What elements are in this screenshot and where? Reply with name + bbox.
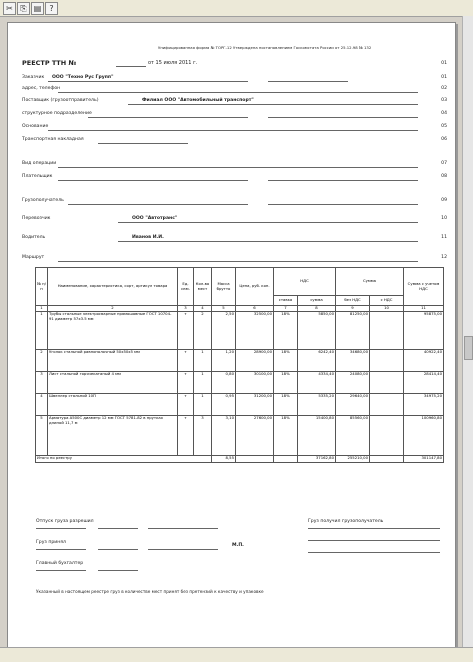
form-title: РЕЕСТР ТТН № [22,59,77,67]
table-row: 3 Лист стальной горячекатаный 4 мм т 1 0,80 30100,00 18% 4334,40 24080,00 28414,40 [36,372,444,394]
table-colnum-row: 1 2 3 4 5 6 7 8 9 10 11 [36,306,444,312]
window-toolbar [0,0,473,17]
cut-icon[interactable]: ✂ [3,2,16,15]
vertical-scrollbar[interactable] [462,16,473,648]
table-header-row: № п/п Наименование, характеристика, сорт, артикул товара Ед. изм. Кол-во мест Масса брутто Цена, руб. коп. НДС Сумма Сумма с учетом НДС [36,268,444,296]
goods-table [35,267,444,463]
stamp-label: М.П. [232,543,244,548]
table-row: 5 Арматура А500С диаметр 12 мм ГОСТ 5781-82 в прутках длиной 11,7 м т 3 3,10 27600,00 18% 15400,80 85560,00 100960,80 [36,416,444,456]
scrollbar-thumb[interactable] [464,336,473,360]
title-number-line [116,66,146,67]
table-row: 1 Трубы стальные электросварные прямошовные ГОСТ 10704-91 диаметр 57х3.5 мм т 2 2,50 32500,00 18% 5850,00 81250,00 95875,00 [36,312,444,350]
header-note: Унифицированная форма № ТОРГ-12 Утверждена постановлением Госкомстата России от 25.12.98 № 132 [158,45,372,50]
table-total-row: Итого по реестру 8,55 37162,80 255210,00 301147,80 [36,456,444,463]
print-icon[interactable]: ▤ [31,2,44,15]
footer-note: Указанный в настоящем реестре груз в количестве мест принят без претензий к качеству и упаковке [36,589,264,594]
table-row: 4 Швеллер стальной 10П т 1 0,95 31200,00 18% 5335,20 29640,00 34975,20 [36,394,444,416]
help-icon[interactable]: ? [45,2,58,15]
copy-icon[interactable]: ⎘ [17,2,30,15]
status-bar [0,647,473,662]
table-row: 2 Уголок стальной равнополочный 50х50х5 мм т 1 1,20 28900,00 18% 6242,40 34680,00 40922,40 [36,350,444,372]
form-date: от 15 июля 2011 г. [148,60,198,66]
table-subheader-row: ставка сумма без НДС с НДС [36,296,444,306]
document-page: Унифицированная форма № ТОРГ-12 Утверждена постановлением Госкомстата России от 25.12.98 № 132 РЕЕСТР ТТН № от 15 июля 2011 г. 01 Заказчик ООО "Техно Рус Групп" 01 адрес, телефон 02 Поставщик (грузоотправитель) Филиал ООО "Автомобильный транспорт" 03 структурное подразделение 04 Основание 05 Транспортная накладная 06 Вид операции 07 Плательщик 08 Грузополучатель 09 Перевозчик ООО "Автотранс" 10 Водитель Иванов И.И. 11 Маршрут 12 № п/п Наименование, характеристика, сорт, артикул товара Ед. изм. Кол-во мест Масса брутто Цена, руб. коп. НДС Сумма Сумма с учетом НДС ставка сумма без НДС с НДС 1 2 3 4 5 6 7 8 9 10 11 1 Трубы стальные электросварные прямошовные ГОСТ 10704-91 диаметр 57х3.5 мм т 2 2,50 32500,00 18% 5850,00 81250,00 95875,00 2 Уголок стальной равнополочный 50х50х5 мм т 1 1,20 28900,00 18% 6242,40 34680,00 40922,40 3 Лист стальной горячекатаный 4 мм т 1 0,80 30100,00 18% 4334,40 24080,00 28414,40 4 Швеллер стальной 10П т 1 0,95 31200,00 18% 5335,20 29640,00 34975,20 5 Арматура А500С диаметр 12 мм ГОСТ 5781-82 в прутках длиной 11,7 м т 3 3,10 27600,00 18% 15400,80 85560,00 100960,80 Итого по реестру 8,55 37162,80 255210,00 301147,80 Отпуск груза разрешил Груз принял Главный бухгалтер М.П. Груз получил грузополучатель Указанный в настоящем реестре груз в количестве мест принят без претензий к качеству и упаковке [7,22,456,650]
code-box: 01 [441,61,447,66]
